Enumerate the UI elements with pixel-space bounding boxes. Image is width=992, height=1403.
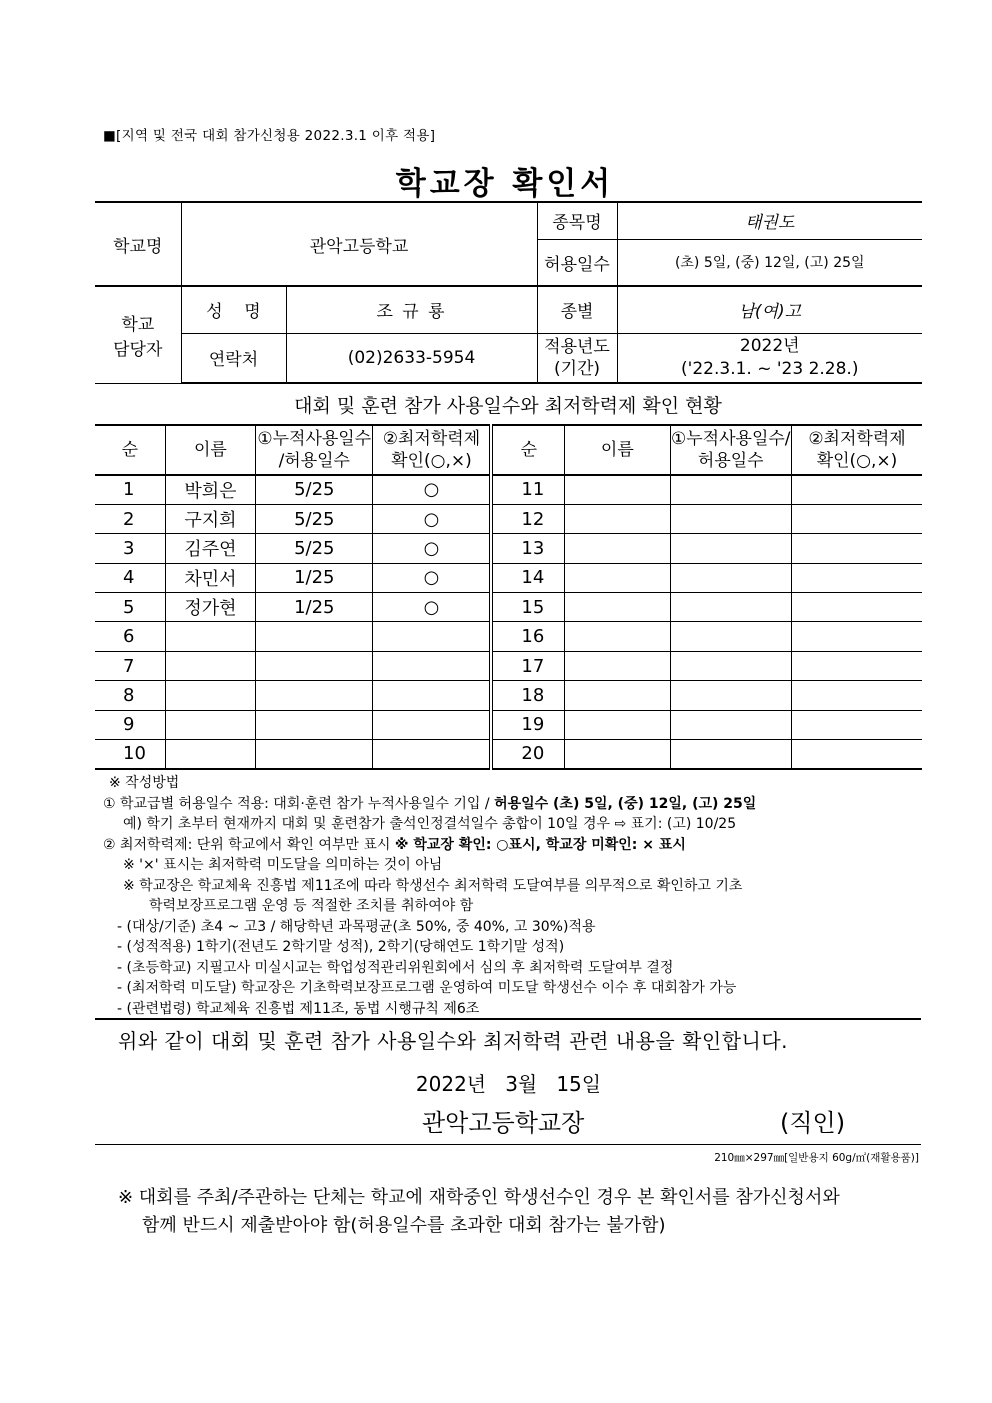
row-days: 5/25 — [256, 534, 373, 563]
row-name: 차민서 — [165, 563, 255, 592]
allowed-days-label: 허용일수 — [537, 239, 617, 286]
table-row — [95, 681, 922, 710]
row-days — [256, 740, 373, 769]
note-2-text: ② 최저학력제: 단위 학교에서 확인 여부만 표시 — [103, 836, 395, 853]
col-check-2-line1: ②최저학력제 — [808, 429, 906, 449]
table-row — [95, 563, 922, 592]
row-name — [165, 740, 255, 769]
row-check-2 — [791, 534, 922, 563]
row-no-2: 14 — [491, 563, 564, 592]
school-name: 관악고등학교 — [181, 202, 537, 286]
row-no-2: 19 — [491, 710, 564, 739]
row-no: 6 — [95, 622, 165, 651]
row-check: ○ — [373, 593, 491, 622]
row-name-2 — [565, 593, 670, 622]
row-no-2: 13 — [491, 534, 564, 563]
row-name-2 — [565, 651, 670, 680]
col-days-2-line1: ①누적사용일수/ — [671, 429, 791, 449]
row-name: 박희은 — [165, 475, 255, 504]
participation-table — [95, 424, 922, 770]
row-no-2: 18 — [491, 681, 564, 710]
form-header-note: ■[지역 및 전국 대회 참가신청용 2022.3.1 이후 적용] — [103, 128, 436, 144]
col-days-line1: ①누적사용일수 — [257, 429, 372, 449]
row-name: 구지희 — [165, 504, 255, 533]
instructions — [103, 773, 933, 1019]
row-name: 김주연 — [165, 534, 255, 563]
manager-label-line2: 담당자 — [113, 339, 163, 360]
note-2-sub2b: 학력보장프로그램 운영 등 적절한 조치를 취하여야 함 — [149, 898, 474, 914]
school-info-table — [95, 201, 922, 384]
note-2-sub1: ※ '×' 표시는 최저학력 미도달을 의미하는 것이 아님 — [123, 857, 443, 873]
manager-label-line1: 학교 — [121, 314, 155, 335]
table-row — [95, 622, 922, 651]
row-no: 1 — [95, 475, 165, 504]
row-no: 10 — [95, 740, 165, 769]
row-name-2 — [565, 622, 670, 651]
row-name-2 — [565, 534, 670, 563]
row-days-2 — [670, 622, 791, 651]
row-name — [165, 622, 255, 651]
col-check-line2: 확인(○,×) — [391, 451, 472, 471]
detail-1: - (대상/기준) 초4 ~ 고3 / 해당학년 과목평균(초 50%, 중 40%, 고 30%)적용 — [117, 918, 596, 935]
row-days — [256, 622, 373, 651]
school-name-label: 학교명 — [95, 202, 181, 286]
manager-label — [95, 286, 181, 383]
table-row — [95, 651, 922, 680]
col-days — [256, 425, 373, 475]
row-days-2 — [670, 475, 791, 504]
divider-top — [95, 1018, 921, 1020]
row-check-2 — [791, 710, 922, 739]
official-seal: (직인) — [780, 1109, 846, 1137]
row-no: 3 — [95, 534, 165, 563]
row-check-2 — [791, 681, 922, 710]
row-check — [373, 651, 491, 680]
row-check-2 — [791, 563, 922, 592]
row-check — [373, 740, 491, 769]
detail-4: - (최저학력 미도달) 학교장은 기초학력보장프로그램 운영하여 미도달 학생선수 이수 후 대회참가 가능 — [117, 980, 737, 996]
row-days-2 — [670, 593, 791, 622]
row-no: 8 — [95, 681, 165, 710]
row-days-2 — [670, 563, 791, 592]
col-days-2 — [670, 425, 791, 475]
row-no-2: 11 — [491, 475, 564, 504]
row-no: 5 — [95, 593, 165, 622]
row-check: ○ — [373, 475, 491, 504]
year: 2022년 — [739, 335, 800, 356]
row-name — [165, 651, 255, 680]
year-value — [617, 333, 922, 383]
row-days-2 — [670, 740, 791, 769]
row-name-2 — [565, 740, 670, 769]
table-row — [95, 534, 922, 563]
row-check — [373, 710, 491, 739]
row-no: 9 — [95, 710, 165, 739]
instructions-heading: ※ 작성방법 — [109, 775, 180, 791]
row-name-2 — [565, 710, 670, 739]
row-name-2 — [565, 681, 670, 710]
note-1-bold: 허용일수 (초) 5일, (중) 12일, (고) 25일 — [494, 795, 757, 812]
year-label-line1: 적용년도 — [544, 336, 610, 357]
table-row — [95, 593, 922, 622]
col-check-2 — [791, 425, 922, 475]
row-check-2 — [791, 504, 922, 533]
row-days-2 — [670, 534, 791, 563]
year-label-line2: (기간) — [553, 358, 601, 379]
row-days: 5/25 — [256, 504, 373, 533]
row-days: 1/25 — [256, 593, 373, 622]
signer-name: 관악고등학교장 — [422, 1109, 585, 1137]
row-days-2 — [670, 504, 791, 533]
contact-label: 연락처 — [181, 333, 286, 383]
sport-label: 종목명 — [537, 202, 617, 239]
row-check — [373, 622, 491, 651]
row-days — [256, 651, 373, 680]
year-label — [537, 333, 617, 383]
note-2-sub2a: ※ 학교장은 학교체육 진흥법 제11조에 따라 학생선수 최저학력 도달여부를 의무적으로 확인하고 기초 — [123, 877, 743, 894]
detail-3: - (초등학교) 지필고사 미실시교는 학업성적관리위원회에서 심의 후 최저학력 도달여부 결정 — [117, 959, 674, 976]
row-check-2 — [791, 593, 922, 622]
manager-name: 조 규 룡 — [286, 286, 537, 333]
row-check-2 — [791, 475, 922, 504]
row-name — [165, 681, 255, 710]
footer-line1: ※ 대회를 주최/주관하는 단체는 학교에 재학중인 학생선수인 경우 본 확인서를 참가신청서와 — [118, 1187, 840, 1208]
row-name-2 — [565, 475, 670, 504]
table-row — [95, 710, 922, 739]
contact-value: (02)2633-5954 — [286, 333, 537, 383]
row-days: 5/25 — [256, 475, 373, 504]
footer-note — [118, 1184, 840, 1240]
col-check-2-line2: 확인(○,×) — [816, 451, 898, 471]
row-days — [256, 681, 373, 710]
row-no: 7 — [95, 651, 165, 680]
period: ('22.3.1. ~ '23 2.28.) — [681, 358, 859, 379]
row-no: 4 — [95, 563, 165, 592]
note-1-example: 예) 학기 초부터 현재까지 대회 및 훈련참가 출석인정결석일수 총합이 10일 경우 ⇨ 표기: (고) 10/25 — [123, 816, 737, 832]
row-no-2: 15 — [491, 593, 564, 622]
confirm-statement: 위와 같이 대회 및 훈련 참가 사용일수와 최저학력 관련 내용을 확인합니다. — [118, 1029, 789, 1053]
row-no: 2 — [95, 504, 165, 533]
row-name: 정가현 — [165, 593, 255, 622]
col-name-2: 이름 — [565, 425, 670, 475]
row-check-2 — [791, 622, 922, 651]
col-days-2-line2: 허용일수 — [697, 451, 764, 471]
row-no-2: 17 — [491, 651, 564, 680]
row-days: 1/25 — [256, 563, 373, 592]
note-2-bold: ※ 학교장 확인: ○표시, 학교장 미확인: × 표시 — [394, 836, 686, 853]
gender-value: 남(여)고 — [617, 286, 922, 333]
row-check: ○ — [373, 563, 491, 592]
allowed-days-value: (초) 5일, (중) 12일, (고) 25일 — [617, 239, 922, 286]
row-days-2 — [670, 681, 791, 710]
row-days-2 — [670, 651, 791, 680]
paper-spec: 210㎜×297㎜[일반용지 60g/㎡(재활용품)] — [714, 1152, 919, 1164]
col-check-line1: ②최저학력제 — [382, 429, 481, 449]
divider-bottom — [95, 1144, 921, 1145]
row-days — [256, 710, 373, 739]
row-name-2 — [565, 563, 670, 592]
note-2 — [103, 835, 933, 856]
row-check-2 — [791, 740, 922, 769]
section-title: 대회 및 훈련 참가 사용일수와 최저학력제 확인 현황 — [294, 395, 722, 417]
footer-line2: 함께 반드시 제출받아야 함(허용일수를 초과한 대회 참가는 불가함) — [142, 1215, 666, 1236]
col-days-line2: /허용일수 — [278, 451, 350, 471]
name-label: 성 명 — [181, 286, 286, 333]
table-row — [95, 504, 922, 533]
col-name: 이름 — [165, 425, 255, 475]
row-check-2 — [791, 651, 922, 680]
row-no-2: 12 — [491, 504, 564, 533]
row-check — [373, 681, 491, 710]
row-check: ○ — [373, 534, 491, 563]
row-days-2 — [670, 710, 791, 739]
document-title: 학교장 확인서 — [395, 166, 615, 202]
issue-date: 2022년 3월 15일 — [415, 1072, 602, 1096]
row-name — [165, 710, 255, 739]
note-1-text: ① 학교급별 허용일수 적용: 대회·훈련 참가 누적사용일수 기입 / — [103, 795, 495, 812]
table-row — [95, 475, 922, 504]
col-no: 순 — [95, 425, 165, 475]
detail-5: - (관련법령) 학교체육 진흥법 제11조, 동법 시행규칙 제6조 — [117, 1000, 480, 1017]
row-check: ○ — [373, 504, 491, 533]
row-no-2: 20 — [491, 740, 564, 769]
row-name-2 — [565, 504, 670, 533]
col-no-2: 순 — [491, 425, 564, 475]
col-check — [373, 425, 491, 475]
table-row — [95, 740, 922, 769]
row-no-2: 16 — [491, 622, 564, 651]
gender-label: 종별 — [537, 286, 617, 333]
detail-2: - (성적적용) 1학기(전년도 2학기말 성적), 2학기(당해연도 1학기말 성적) — [117, 939, 565, 955]
sport-value: 태권도 — [617, 202, 922, 239]
note-1 — [103, 794, 933, 815]
